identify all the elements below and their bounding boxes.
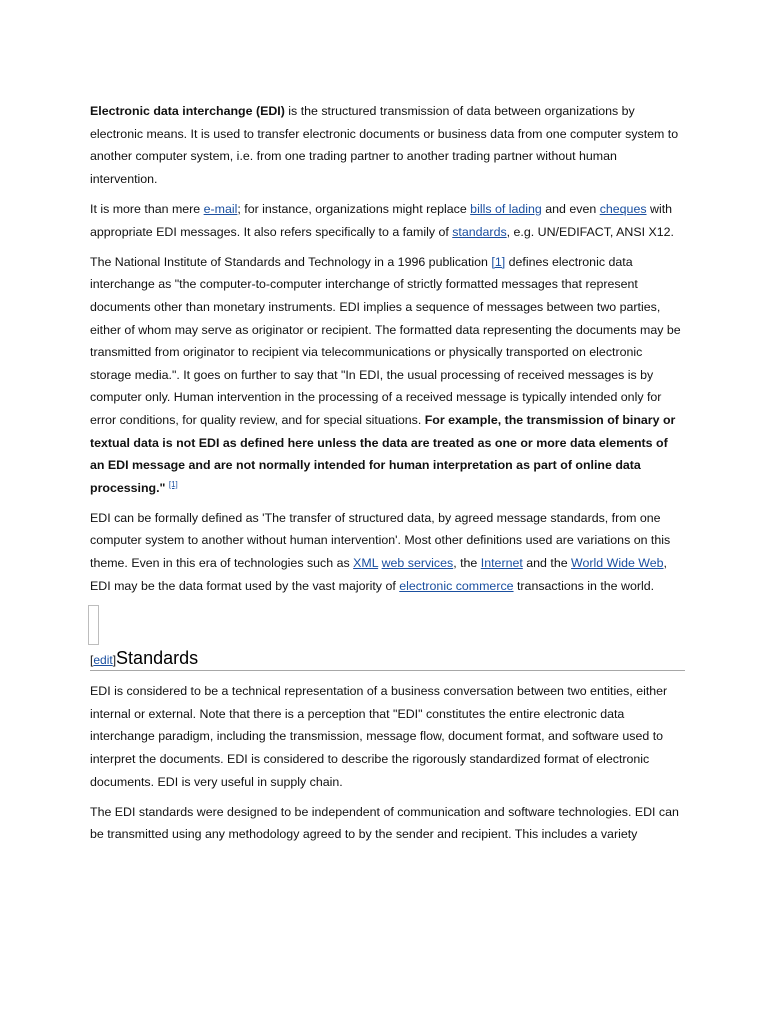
text: EDI can be formally defined as 'The transfer of structured data, by agreed message standards, from one computer system to another without human intervention'. Most other definitions used are variations on this theme. Even in this era of technologies such as bbox=[90, 510, 671, 571]
link-web-services[interactable]: web services bbox=[381, 556, 454, 571]
article-body bbox=[90, 100, 685, 854]
text: and even bbox=[541, 201, 600, 216]
text: The National Institute of Standards and Technology in a 1996 publication bbox=[90, 254, 492, 269]
link-email[interactable]: e-mail bbox=[203, 201, 238, 216]
paragraph-email bbox=[90, 198, 685, 243]
intro-paragraph bbox=[90, 100, 685, 190]
paragraph-standards: The EDI standards were designed to be independent of communication and software technologies. EDI can be transmitted using any methodology agreed to by the sender and recipient. This includes a variety bbox=[90, 804, 679, 842]
text: , EDI may be the data format used by the vast majority of bbox=[90, 556, 667, 593]
edit-link[interactable]: edit bbox=[93, 653, 113, 668]
text: transactions in the world. bbox=[513, 578, 655, 593]
paragraph-representation: EDI is considered to be a technical representation of a business conversation between two entities, either internal or external. Note that there is a perception that "EDI" constitutes the entire electronic data interchange paradigm, including the transmission, message flow, document format, and software used to interpret the documents. EDI is considered to describe the rigorously standardized format of electronic documents. EDI is very useful in supply chain. bbox=[90, 684, 668, 789]
link-electronic-commerce[interactable]: electronic commerce bbox=[399, 578, 514, 593]
link-bills-of-lading[interactable]: bills of lading bbox=[470, 201, 542, 216]
reference-sup-1[interactable]: [1] bbox=[168, 479, 178, 489]
link-xml[interactable]: XML bbox=[353, 556, 379, 571]
bold-example: For example, the transmission of binary or textual data is not EDI as defined here unless the data are treated as one or more data elements of an EDI message and are not normally intended for human interpretation as part of online data processing." bbox=[90, 412, 676, 495]
section-title: Standards bbox=[116, 648, 199, 669]
edit-bracket-open: [ bbox=[90, 653, 94, 668]
link-internet[interactable]: Internet bbox=[480, 556, 523, 571]
edit-section bbox=[90, 653, 116, 667]
term-bold: Electronic data interchange (EDI) bbox=[90, 104, 285, 118]
text: with appropriate EDI messages. It also refers specifically to a family of bbox=[90, 201, 673, 239]
paragraph-nist bbox=[90, 251, 685, 500]
text: It is more than mere bbox=[90, 201, 204, 216]
paragraph-definition bbox=[90, 507, 685, 597]
edit-bracket-close: ] bbox=[112, 653, 117, 668]
text: and the bbox=[522, 556, 572, 571]
link-cheques[interactable]: cheques bbox=[599, 201, 647, 216]
text: ; for instance, organizations might replace bbox=[237, 201, 471, 216]
text: , e.g. UN/EDIFACT, ANSI X12. bbox=[506, 224, 674, 239]
text: defines electronic data interchange as "the computer-to-computer interchange of strictly formatted messages that represent documents other than monetary instruments. EDI implies a sequence of messages between two parties, either of whom may serve as originator or recipient. The formatted data representing the documents may be transmitted from originator to recipient via telecommunications or physically transported on electronic storage media.". It goes on further to say that "In EDI, the usual processing of received messages is by computer only. Human intervention in the processing of a received message is typically intended only for error conditions, for quality review, and for special situations. bbox=[90, 254, 681, 427]
link-standards[interactable]: standards bbox=[452, 224, 507, 239]
section-heading-standards bbox=[90, 647, 685, 671]
image-placeholder-box bbox=[88, 605, 99, 645]
reference-link-1[interactable]: [1] bbox=[491, 254, 506, 269]
intro-text: is the structured transmission of data between organizations by electronic means. It is used to transfer electronic documents or business data from one computer system to another computer system, i.e. from one trading partner to another trading partner without human intervention. bbox=[90, 104, 679, 186]
link-world-wide-web[interactable]: World Wide Web bbox=[571, 556, 664, 571]
text: , the bbox=[453, 556, 481, 571]
